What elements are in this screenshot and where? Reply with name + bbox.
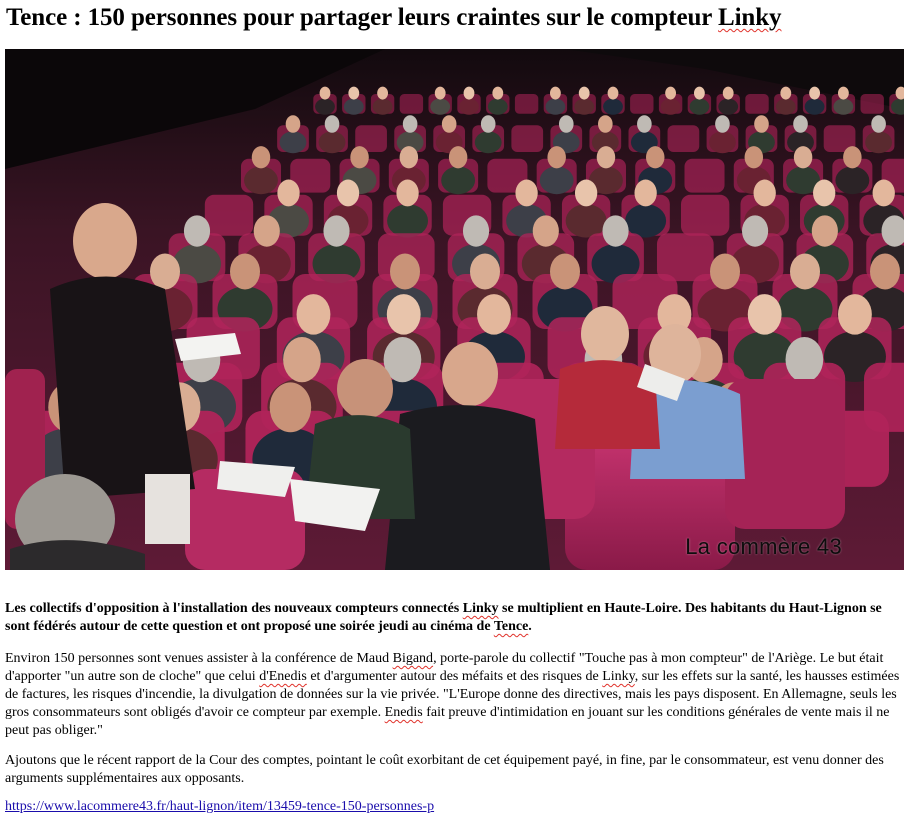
audience-head-shape bbox=[403, 115, 418, 133]
audience-head-shape bbox=[780, 87, 791, 100]
audience-head-shape bbox=[286, 115, 301, 133]
audience-head-shape bbox=[277, 180, 299, 207]
audience-head-shape bbox=[400, 146, 418, 168]
body1-word-denedis: d'Enedis bbox=[259, 669, 307, 684]
audience-head-shape bbox=[464, 87, 475, 100]
audience-body-shape bbox=[319, 131, 346, 153]
audience-head-shape bbox=[754, 180, 776, 207]
body1-text-5: fait preuve d'intimidation en jouant sur les conditions générales de vente mais il ne peut pas obliger." bbox=[5, 705, 890, 738]
audience-body-shape bbox=[344, 99, 364, 115]
seat-shape bbox=[657, 233, 714, 281]
body1-word-bigand: Bigand bbox=[392, 651, 434, 666]
audience-body-shape bbox=[865, 131, 892, 153]
audience-head-shape bbox=[723, 87, 734, 100]
audience-body-shape bbox=[718, 99, 738, 115]
audience-head-shape bbox=[838, 87, 849, 100]
audience-body-shape bbox=[430, 99, 450, 115]
body1-text-3: et d'argumenter autour des méfaits et des risques de bbox=[306, 669, 603, 684]
audience-head-shape bbox=[320, 87, 331, 100]
audience-head-shape bbox=[377, 87, 388, 100]
audience-head-shape bbox=[387, 294, 421, 335]
article-paragraph-1 bbox=[5, 650, 907, 740]
audience-body-shape bbox=[835, 167, 869, 195]
audience-head-shape bbox=[694, 87, 705, 100]
audience-body-shape bbox=[566, 204, 607, 237]
audience-head-shape bbox=[665, 87, 676, 100]
audience-head-shape bbox=[550, 254, 580, 290]
audience-head-shape bbox=[435, 87, 446, 100]
audience-head-shape bbox=[470, 254, 500, 290]
audience-head-shape bbox=[184, 215, 210, 246]
audience-head-shape bbox=[715, 115, 730, 133]
title-text: Tence : 150 personnes pour partager leurs craintes sur le compteur bbox=[6, 4, 719, 31]
audience-head-shape bbox=[742, 215, 768, 246]
audience-head-shape bbox=[870, 254, 900, 290]
photo-watermark: La commère 43 bbox=[685, 534, 842, 559]
seat-shape bbox=[205, 195, 253, 236]
seat-shape bbox=[511, 125, 543, 152]
audience-head-shape bbox=[602, 215, 628, 246]
audience-head-shape bbox=[297, 294, 331, 335]
audience-head-shape bbox=[873, 180, 895, 207]
audience-head-shape bbox=[442, 115, 457, 133]
lead-word-tence: Tence bbox=[493, 619, 529, 634]
audience-head-shape bbox=[449, 146, 467, 168]
audience-head-shape bbox=[533, 215, 559, 246]
audience-body-shape bbox=[459, 99, 479, 115]
audience-head-shape bbox=[871, 115, 886, 133]
audience-head-shape bbox=[748, 294, 782, 335]
lead-word-linky: Linky bbox=[462, 601, 499, 616]
audience-head-shape bbox=[283, 337, 321, 382]
seat-shape bbox=[630, 94, 653, 114]
audience-head-shape bbox=[575, 180, 597, 207]
audience-head-shape bbox=[350, 146, 368, 168]
audience-head-shape bbox=[637, 115, 652, 133]
audience-body-shape bbox=[776, 99, 796, 115]
audience-head-shape bbox=[390, 254, 420, 290]
audience-head-shape bbox=[337, 180, 359, 207]
audience-head-shape bbox=[813, 180, 835, 207]
audience-body-shape bbox=[603, 99, 623, 115]
audience-head-shape bbox=[348, 87, 359, 100]
lead-text-1: Les collectifs d'opposition à l'installation des nouveaux compteurs connectés bbox=[5, 601, 463, 616]
audience-head-shape bbox=[597, 146, 615, 168]
source-link[interactable]: https://www.lacommere43.fr/haut-lignon/item/13459-tence-150-personnes-p bbox=[5, 799, 435, 814]
seat-shape bbox=[515, 94, 538, 114]
audience-head-shape bbox=[790, 254, 820, 290]
audience-body-shape bbox=[690, 99, 710, 115]
audience-head-shape bbox=[150, 254, 180, 290]
audience-body-shape bbox=[315, 99, 335, 115]
audience-head-shape bbox=[270, 382, 312, 432]
audience-head-shape bbox=[794, 146, 812, 168]
seat-shape bbox=[861, 94, 884, 114]
seat-shape bbox=[685, 159, 725, 193]
audience-head-shape bbox=[323, 215, 349, 246]
audience-body-shape bbox=[574, 99, 594, 115]
audience-body-shape bbox=[373, 99, 393, 115]
audience-head-shape bbox=[786, 337, 824, 382]
audience-head-shape bbox=[745, 146, 763, 168]
audience-head-shape bbox=[230, 254, 260, 290]
audience-head-shape bbox=[254, 215, 280, 246]
photo-illustration bbox=[5, 49, 904, 570]
audience-body-shape bbox=[709, 131, 736, 153]
audience-head-shape bbox=[252, 146, 270, 168]
audience-head-shape bbox=[579, 87, 590, 100]
audience-head-shape bbox=[550, 87, 561, 100]
body1-text-4: , sur les effets sur la santé, les hausses estimées de factures, les risques d'incendie, la divulgation de données sur la vie privée. "L'Europe donne des directives, mais les pays disposent. En Allemagne, seuls les gros consommateurs sont obligés d'avoir ce compteur par exemple. bbox=[5, 669, 900, 720]
seat-shape bbox=[745, 94, 768, 114]
audience-head-shape bbox=[598, 115, 613, 133]
audience-body-shape bbox=[475, 131, 502, 153]
audience-head-shape bbox=[754, 115, 769, 133]
article-title bbox=[6, 0, 781, 36]
audience-head-shape bbox=[492, 87, 503, 100]
audience-head-shape bbox=[793, 115, 808, 133]
body1-text-2: , porte-parole du collectif "Touche pas à mon compteur" de l'Ariège. Le but était d'apporter "un autre son de cloche" que celui bbox=[5, 651, 884, 684]
lead-text-3: . bbox=[528, 619, 532, 634]
body1-word-linky: Linky bbox=[602, 669, 635, 684]
audience-body-shape bbox=[280, 131, 307, 153]
audience-head-shape bbox=[463, 215, 489, 246]
audience-body-shape bbox=[387, 204, 428, 237]
body1-text-1: Environ 150 personnes sont venues assister à la conférence de Maud bbox=[5, 651, 393, 666]
article-paragraph-2: Ajoutons que le récent rapport de la Cour des comptes, pointant le coût exorbitant de cet équipement payé, in fine, par le consommateur, est venu donner des arguments supplémentaires aux opposants. bbox=[5, 753, 884, 786]
audience-head-shape bbox=[559, 115, 574, 133]
audience-head-shape bbox=[812, 215, 838, 246]
seat-shape bbox=[668, 125, 700, 152]
audience-head-shape bbox=[547, 146, 565, 168]
audience-body-shape bbox=[661, 99, 681, 115]
audience-head-shape bbox=[608, 87, 619, 100]
audience-body-shape bbox=[441, 167, 475, 195]
audience-body-shape bbox=[244, 167, 278, 195]
audience-head-shape bbox=[809, 87, 820, 100]
audience-body-shape bbox=[625, 204, 666, 237]
audience-head-shape bbox=[477, 294, 511, 335]
audience-body-shape bbox=[540, 167, 574, 195]
audience-body-shape bbox=[834, 99, 854, 115]
article-lead bbox=[5, 600, 907, 636]
audience-body-shape bbox=[488, 99, 508, 115]
audience-body-shape bbox=[805, 99, 825, 115]
seat-shape bbox=[681, 195, 729, 236]
seat-shape bbox=[400, 94, 423, 114]
audience-head-shape bbox=[325, 115, 340, 133]
cinema-audience-photo bbox=[5, 49, 904, 570]
audience-body-shape bbox=[546, 99, 566, 115]
audience-head-shape bbox=[646, 146, 664, 168]
body1-word-enedis: Enedis bbox=[384, 705, 423, 720]
audience-head-shape bbox=[843, 146, 861, 168]
audience-head-shape bbox=[634, 180, 656, 207]
lead-text-2: se multiplient en Haute-Loire. Des habitants du Haut-Lignon se sont fédérés autour de cette question et ont proposé une soirée jeudi au cinéma de bbox=[5, 601, 882, 634]
audience-head-shape bbox=[396, 180, 418, 207]
title-word-linky: Linky bbox=[718, 4, 782, 31]
audience-head-shape bbox=[515, 180, 537, 207]
audience-head-shape bbox=[838, 294, 872, 335]
audience-head-shape bbox=[710, 254, 740, 290]
audience-head-shape bbox=[481, 115, 496, 133]
